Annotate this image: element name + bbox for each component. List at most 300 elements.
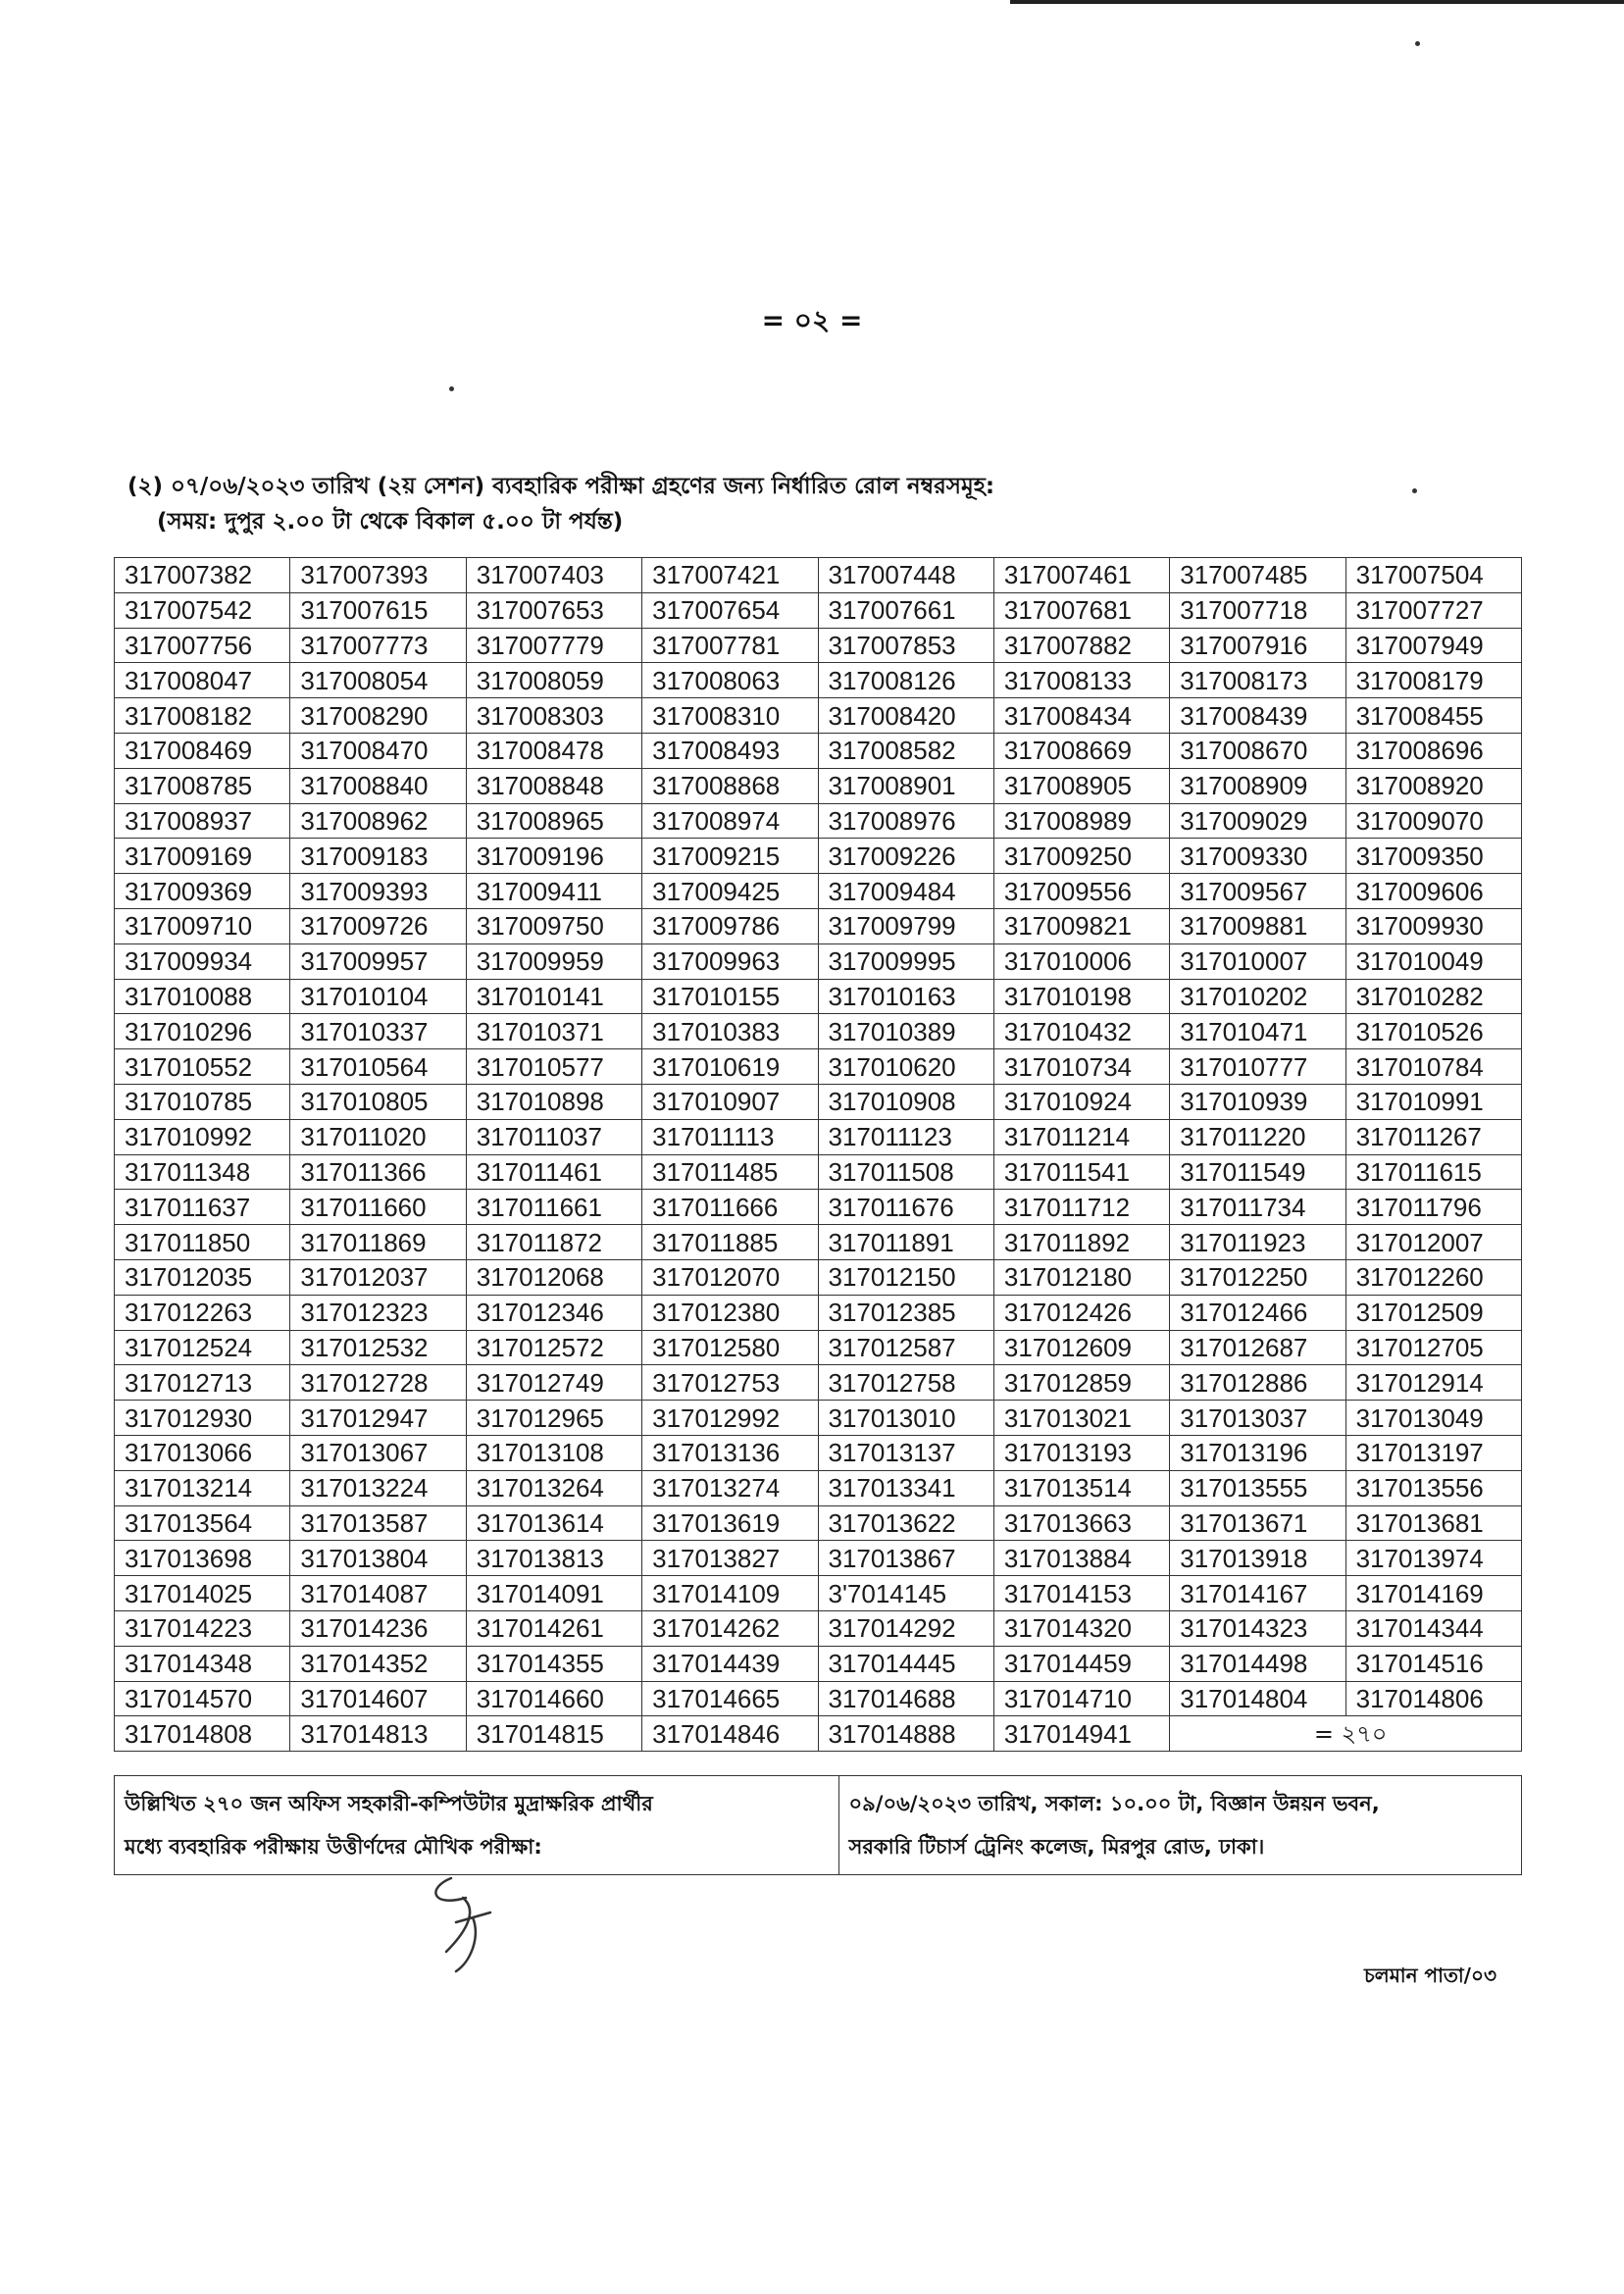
roll-number-cell: 317007882 <box>993 628 1169 663</box>
roll-number-cell: 317011615 <box>1345 1154 1521 1190</box>
roll-number-cell: 317007485 <box>1170 558 1345 593</box>
roll-number-cell: 317013108 <box>466 1435 641 1470</box>
roll-number-cell: 317010805 <box>290 1084 466 1119</box>
roll-number-cell: 317013827 <box>642 1541 818 1576</box>
roll-number-cell: 317012037 <box>290 1259 466 1295</box>
roll-number-cell: 317010924 <box>993 1084 1169 1119</box>
roll-number-cell: 317010907 <box>642 1084 818 1119</box>
roll-number-cell: 317007421 <box>642 558 818 593</box>
roll-number-cell: 317008420 <box>818 698 993 734</box>
roll-number-cell: 317009799 <box>818 908 993 943</box>
roll-number-cell: 317012886 <box>1170 1365 1345 1401</box>
roll-number-cell: 317007461 <box>993 558 1169 593</box>
roll-number-cell: 317012068 <box>466 1259 641 1295</box>
roll-number-cell: 317014344 <box>1345 1610 1521 1646</box>
roll-number-cell: 317010432 <box>993 1014 1169 1049</box>
roll-number-cell: 317013681 <box>1345 1505 1521 1541</box>
roll-number-cell: 317007779 <box>466 628 641 663</box>
roll-number-cell: 317010383 <box>642 1014 818 1049</box>
roll-number-cell: 317013804 <box>290 1541 466 1576</box>
roll-number-cell: 317014355 <box>466 1646 641 1681</box>
roll-number-cell: 317013556 <box>1345 1470 1521 1505</box>
roll-number-cell: 317013564 <box>115 1505 290 1541</box>
table-row <box>115 839 1522 874</box>
roll-number-cell: 317010939 <box>1170 1084 1345 1119</box>
roll-number-cell: 317012509 <box>1345 1295 1521 1330</box>
roll-number-cell: 317010908 <box>818 1084 993 1119</box>
roll-number-cell: 317011348 <box>115 1154 290 1190</box>
roll-number-cell: 317013193 <box>993 1435 1169 1470</box>
roll-number-cell: 317012346 <box>466 1295 641 1330</box>
roll-number-cell: 317014169 <box>1345 1576 1521 1611</box>
roll-number-cell: 317010564 <box>290 1049 466 1085</box>
roll-number-cell: 317009930 <box>1345 908 1521 943</box>
roll-number-cell: 317010991 <box>1345 1084 1521 1119</box>
roll-number-cell: 317014348 <box>115 1646 290 1681</box>
roll-number-cell: 317008455 <box>1345 698 1521 734</box>
roll-number-cell: 317012587 <box>818 1330 993 1365</box>
roll-number-cell: 317009029 <box>1170 803 1345 839</box>
table-row <box>115 1014 1522 1049</box>
roll-number-cell: 317011923 <box>1170 1225 1345 1260</box>
table-row <box>115 1049 1522 1085</box>
roll-number-cell: 317011485 <box>642 1154 818 1190</box>
viva-candidates-cell <box>115 1776 839 1875</box>
roll-number-cell: 317008976 <box>818 803 993 839</box>
roll-number-cell: 317012713 <box>115 1365 290 1401</box>
roll-number-cell: 317008063 <box>642 663 818 698</box>
table-row <box>115 1295 1522 1330</box>
roll-number-cell: 317010734 <box>993 1049 1169 1085</box>
table-row <box>115 1610 1522 1646</box>
roll-number-cell: 317007756 <box>115 628 290 663</box>
roll-number-cell: 317010337 <box>290 1014 466 1049</box>
roll-number-cell: 317014025 <box>115 1576 290 1611</box>
roll-number-cell: 317008054 <box>290 663 466 698</box>
table-row <box>115 874 1522 909</box>
roll-number-cell: 317009995 <box>818 943 993 979</box>
roll-number-cell: 317014459 <box>993 1646 1169 1681</box>
roll-number-cell: 317008310 <box>642 698 818 734</box>
roll-number-cell: 317012947 <box>290 1401 466 1436</box>
roll-number-cell: 317009226 <box>818 839 993 874</box>
roll-number-cell: 317008126 <box>818 663 993 698</box>
roll-number-cell: 317008493 <box>642 733 818 768</box>
roll-number-cell: 317010163 <box>818 979 993 1014</box>
roll-number-cell: 317011037 <box>466 1119 641 1154</box>
roll-number-cell: 317014292 <box>818 1610 993 1646</box>
roll-number-cell: 317011267 <box>1345 1119 1521 1154</box>
roll-number-cell: 317014153 <box>993 1576 1169 1611</box>
table-row <box>115 1365 1522 1401</box>
roll-number-cell: 317008303 <box>466 698 641 734</box>
table-row <box>115 1470 1522 1505</box>
roll-number-cell: 317008173 <box>1170 663 1345 698</box>
roll-number-cell: 317013619 <box>642 1505 818 1541</box>
roll-number-cell: 317009393 <box>290 874 466 909</box>
roll-number-cell: 317009556 <box>993 874 1169 909</box>
roll-number-cell: 317009484 <box>818 874 993 909</box>
roll-number-cell: 317012385 <box>818 1295 993 1330</box>
roll-number-cell: 317010526 <box>1345 1014 1521 1049</box>
roll-number-cell: 317007403 <box>466 558 641 593</box>
roll-number-cell: 317009330 <box>1170 839 1345 874</box>
roll-number-cell: 317013049 <box>1345 1401 1521 1436</box>
roll-number-cell: 317014091 <box>466 1576 641 1611</box>
roll-number-cell: 317014262 <box>642 1610 818 1646</box>
table-row <box>115 1259 1522 1295</box>
roll-number-cell: 317013136 <box>642 1435 818 1470</box>
roll-number-cell: 317009750 <box>466 908 641 943</box>
roll-number-cell: 317007727 <box>1345 592 1521 628</box>
roll-number-cell: 317012728 <box>290 1365 466 1401</box>
roll-number-cell: 317014710 <box>993 1681 1169 1716</box>
roll-number-cell: 317009250 <box>993 839 1169 874</box>
roll-number-cell: 317012007 <box>1345 1225 1521 1260</box>
roll-number-cell: 317012035 <box>115 1259 290 1295</box>
roll-number-cell: 317013622 <box>818 1505 993 1541</box>
roll-number-cell: 317013066 <box>115 1435 290 1470</box>
roll-number-cell: 317008909 <box>1170 768 1345 803</box>
roll-number-cell: 317011891 <box>818 1225 993 1260</box>
roll-number-cell: 317014941 <box>993 1716 1169 1752</box>
roll-number-cell: 317007615 <box>290 592 466 628</box>
roll-number-cell: 317011541 <box>993 1154 1169 1190</box>
roll-number-cell: 317009726 <box>290 908 466 943</box>
roll-number-cell: 317011020 <box>290 1119 466 1154</box>
roll-number-cell: 317012260 <box>1345 1259 1521 1295</box>
roll-number-cell: 317014808 <box>115 1716 290 1752</box>
roll-number-cell: 317008989 <box>993 803 1169 839</box>
roll-number-cell: 317011885 <box>642 1225 818 1260</box>
roll-number-cell: 317007916 <box>1170 628 1345 663</box>
total-count: = ২৭০ <box>1170 1716 1522 1752</box>
roll-number-cell: 317008047 <box>115 663 290 698</box>
roll-number-cell: 317007949 <box>1345 628 1521 663</box>
page-number: = ০২ = <box>761 304 863 336</box>
table-row <box>115 698 1522 734</box>
table-row <box>115 1225 1522 1260</box>
roll-number-cell: 317014439 <box>642 1646 818 1681</box>
roll-number-cell: 317009567 <box>1170 874 1345 909</box>
table-row <box>115 1576 1522 1611</box>
roll-number-cell: 317008868 <box>642 768 818 803</box>
roll-number-cell: 317007661 <box>818 592 993 628</box>
roll-number-cell: 317012466 <box>1170 1295 1345 1330</box>
roll-number-cell: 317007681 <box>993 592 1169 628</box>
table-row <box>115 1401 1522 1436</box>
roll-number-cell: 317009881 <box>1170 908 1345 943</box>
roll-number-cell: 317013555 <box>1170 1470 1345 1505</box>
roll-number-cell: 317008848 <box>466 768 641 803</box>
table-row <box>115 1681 1522 1716</box>
roll-number-cell: 317009350 <box>1345 839 1521 874</box>
roll-number-cell: 317010620 <box>818 1049 993 1085</box>
roll-number-cell: 317010141 <box>466 979 641 1014</box>
roll-number-cell: 317012323 <box>290 1295 466 1330</box>
roll-number-cell: 317009196 <box>466 839 641 874</box>
roll-number-cell: 317014570 <box>115 1681 290 1716</box>
roll-number-cell: 317014167 <box>1170 1576 1345 1611</box>
roll-number-cell: 317011366 <box>290 1154 466 1190</box>
roll-number-cell: 317011666 <box>642 1190 818 1225</box>
roll-number-cell: 317014498 <box>1170 1646 1345 1681</box>
roll-number-cell: 317011637 <box>115 1190 290 1225</box>
roll-number-cell: 317014516 <box>1345 1646 1521 1681</box>
roll-number-cell: 317008469 <box>115 733 290 768</box>
table-row <box>115 1435 1522 1470</box>
roll-number-cell: 317008696 <box>1345 733 1521 768</box>
roll-number-cell: 317010282 <box>1345 979 1521 1014</box>
table-row <box>115 1154 1522 1190</box>
table-row <box>115 1716 1522 1752</box>
roll-number-cell: 317011123 <box>818 1119 993 1154</box>
roll-number-cell: 317008434 <box>993 698 1169 734</box>
roll-number-cell: 317008974 <box>642 803 818 839</box>
roll-number-cell: 317010296 <box>115 1014 290 1049</box>
roll-number-cell: 317010006 <box>993 943 1169 979</box>
roll-number-cell: 317013884 <box>993 1541 1169 1576</box>
roll-number-cell: 317014660 <box>466 1681 641 1716</box>
roll-number-cell: 317012609 <box>993 1330 1169 1365</box>
roll-number-cell: 317009957 <box>290 943 466 979</box>
table-row <box>115 1330 1522 1365</box>
viva-schedule-cell <box>838 1776 1522 1875</box>
table-row <box>115 908 1522 943</box>
roll-number-cell: 317007773 <box>290 628 466 663</box>
roll-number-cell: 317011549 <box>1170 1154 1345 1190</box>
roll-number-cell: 317013067 <box>290 1435 466 1470</box>
roll-number-cell: 317008179 <box>1345 663 1521 698</box>
table-row <box>115 663 1522 698</box>
roll-number-cell: 317008182 <box>115 698 290 734</box>
roll-number-cell: 317012426 <box>993 1295 1169 1330</box>
roll-number-cell: 317009821 <box>993 908 1169 943</box>
roll-number-cell: 317008901 <box>818 768 993 803</box>
roll-number-cell: 317013274 <box>642 1470 818 1505</box>
roll-number-cell: 317011850 <box>115 1225 290 1260</box>
roll-number-cell: 317012930 <box>115 1401 290 1436</box>
roll-number-cell: 317007654 <box>642 592 818 628</box>
roll-number-cell: 317008920 <box>1345 768 1521 803</box>
roll-number-cell: 317009934 <box>115 943 290 979</box>
roll-number-cell: 317014320 <box>993 1610 1169 1646</box>
roll-number-cell: 317014352 <box>290 1646 466 1681</box>
roll-number-cell: 317009070 <box>1345 803 1521 839</box>
roll-number-cell: 317010577 <box>466 1049 641 1085</box>
roll-number-cell: 317007653 <box>466 592 641 628</box>
roll-number-cell: 317013698 <box>115 1541 290 1576</box>
roll-number-cell: 317010784 <box>1345 1049 1521 1085</box>
roll-number-cell: 317008962 <box>290 803 466 839</box>
roll-number-cell: 317013671 <box>1170 1505 1345 1541</box>
roll-number-cell: 317013010 <box>818 1401 993 1436</box>
table-row <box>115 1084 1522 1119</box>
roll-number-cell: 317013918 <box>1170 1541 1345 1576</box>
roll-number-cell: 317014846 <box>642 1716 818 1752</box>
viva-schedule-line-2: সরকারি টিচার্স ট্রেনিং কলেজ, মিরপুর রোড, ঢাকা। <box>848 1835 1265 1859</box>
table-row <box>115 979 1522 1014</box>
roll-number-cell: 317011461 <box>466 1154 641 1190</box>
roll-number-cell: 317013341 <box>818 1470 993 1505</box>
roll-number-cell: 317012753 <box>642 1365 818 1401</box>
roll-number-cell: 317013021 <box>993 1401 1169 1436</box>
roll-number-cell: 317013514 <box>993 1470 1169 1505</box>
roll-number-cell: 317011508 <box>818 1154 993 1190</box>
roll-number-cell: 317008133 <box>993 663 1169 698</box>
roll-number-cell: 317007448 <box>818 558 993 593</box>
roll-number-cell: 317014323 <box>1170 1610 1345 1646</box>
roll-number-cell: 317012532 <box>290 1330 466 1365</box>
roll-number-cell: 317014665 <box>642 1681 818 1716</box>
scan-speck <box>1412 488 1417 493</box>
roll-number-cell: 317011796 <box>1345 1190 1521 1225</box>
roll-number-cell: 317014109 <box>642 1576 818 1611</box>
roll-number-cell: 317011734 <box>1170 1190 1345 1225</box>
roll-number-cell: 317014087 <box>290 1576 466 1611</box>
roll-number-cell: 317009183 <box>290 839 466 874</box>
roll-number-cell: 317008059 <box>466 663 641 698</box>
roll-number-cell: 317014261 <box>466 1610 641 1646</box>
table-row <box>115 733 1522 768</box>
roll-number-cell: 317010389 <box>818 1014 993 1049</box>
section-heading <box>127 469 994 539</box>
roll-number-cell: 317011661 <box>466 1190 641 1225</box>
roll-number-cell: 317010992 <box>115 1119 290 1154</box>
roll-number-cell: 317014804 <box>1170 1681 1345 1716</box>
roll-number-cell: 317011676 <box>818 1190 993 1225</box>
roll-number-cell: 317013614 <box>466 1505 641 1541</box>
roll-number-cell: 317013587 <box>290 1505 466 1541</box>
roll-number-cell: 317010777 <box>1170 1049 1345 1085</box>
roll-number-cell: 317013264 <box>466 1470 641 1505</box>
roll-number-cell: 317007504 <box>1345 558 1521 593</box>
roll-number-cell: 317008470 <box>290 733 466 768</box>
roll-number-cell: 317012180 <box>993 1259 1169 1295</box>
roll-number-cell: 317008670 <box>1170 733 1345 768</box>
roll-number-cell: 317009786 <box>642 908 818 943</box>
roll-number-cell: 317007853 <box>818 628 993 663</box>
roll-number-cell: 317008965 <box>466 803 641 839</box>
roll-number-cell: 317010155 <box>642 979 818 1014</box>
roll-number-cell: 317010198 <box>993 979 1169 1014</box>
roll-number-cell: 317010471 <box>1170 1014 1345 1049</box>
table-row <box>115 592 1522 628</box>
roll-number-cell: 317009425 <box>642 874 818 909</box>
table-row <box>115 803 1522 839</box>
roll-number-cell: 317010552 <box>115 1049 290 1085</box>
roll-number-cell: 317014223 <box>115 1610 290 1646</box>
viva-candidates-line-2: মধ্যে ব্যবহারিক পরীক্ষায় উত্তীর্ণদের মৌখিক পরীক্ষা: <box>125 1835 542 1859</box>
roll-number-cell: 317011220 <box>1170 1119 1345 1154</box>
roll-number-cell: 317012749 <box>466 1365 641 1401</box>
continued-page-note: চলমান পাতা/০৩ <box>1364 1963 1497 1987</box>
roll-number-cell: 317013037 <box>1170 1401 1345 1436</box>
roll-number-cell: 3'7014145 <box>818 1576 993 1611</box>
roll-number-cell: 317011660 <box>290 1190 466 1225</box>
roll-number-cell: 317009710 <box>115 908 290 943</box>
roll-number-cell: 317010371 <box>466 1014 641 1049</box>
heading-line-2: (সময়: দুপুর ২.০০ টা থেকে বিকাল ৫.০০ টা পর্যন্ত) <box>157 509 624 535</box>
roll-number-cell: 317013196 <box>1170 1435 1345 1470</box>
table-row <box>115 628 1522 663</box>
roll-number-cell: 317014813 <box>290 1716 466 1752</box>
roll-number-cell: 317011712 <box>993 1190 1169 1225</box>
roll-number-cell: 317013867 <box>818 1541 993 1576</box>
viva-schedule-line-1: ০৯/০৬/২০২৩ তারিখ, সকাল: ১০.০০ টা, বিজ্ঞান উন্নয়ন ভবন, <box>848 1792 1380 1815</box>
roll-number-cell: 317008840 <box>290 768 466 803</box>
roll-number-cell: 317010104 <box>290 979 466 1014</box>
roll-number-table <box>114 557 1522 1752</box>
roll-number-cell: 317013224 <box>290 1470 466 1505</box>
roll-number-cell: 317007542 <box>115 592 290 628</box>
roll-number-cell: 317010049 <box>1345 943 1521 979</box>
roll-number-cell: 317014688 <box>818 1681 993 1716</box>
roll-number-cell: 317011872 <box>466 1225 641 1260</box>
roll-number-cell: 317008669 <box>993 733 1169 768</box>
roll-number-cell: 317012250 <box>1170 1259 1345 1295</box>
roll-number-cell: 317012263 <box>115 1295 290 1330</box>
roll-number-cell: 317012572 <box>466 1330 641 1365</box>
roll-number-cell: 317013197 <box>1345 1435 1521 1470</box>
top-rule <box>1010 0 1624 4</box>
roll-number-cell: 317010088 <box>115 979 290 1014</box>
roll-number-cell: 317009369 <box>115 874 290 909</box>
roll-number-cell: 317012580 <box>642 1330 818 1365</box>
roll-number-cell: 317014607 <box>290 1681 466 1716</box>
roll-number-cell: 317009215 <box>642 839 818 874</box>
roll-number-cell: 317011113 <box>642 1119 818 1154</box>
roll-number-cell: 317009606 <box>1345 874 1521 909</box>
roll-number-cell: 317007382 <box>115 558 290 593</box>
table-row <box>115 1505 1522 1541</box>
viva-candidates-line-1: উল্লিখিত ২৭০ জন অফিস সহকারী-কম্পিউটার মুদ্রাক্ষরিক প্রার্থীর <box>125 1792 653 1815</box>
table-row <box>115 1190 1522 1225</box>
roll-number-cell: 317013214 <box>115 1470 290 1505</box>
table-row <box>115 768 1522 803</box>
roll-number-cell: 317009963 <box>642 943 818 979</box>
roll-number-cell: 317010898 <box>466 1084 641 1119</box>
roll-number-cell: 317010619 <box>642 1049 818 1085</box>
roll-number-cell: 317009959 <box>466 943 641 979</box>
roll-number-cell: 317009411 <box>466 874 641 909</box>
roll-number-cell: 317008937 <box>115 803 290 839</box>
roll-number-cell: 317013974 <box>1345 1541 1521 1576</box>
roll-number-cell: 317008478 <box>466 733 641 768</box>
roll-number-cell: 317012914 <box>1345 1365 1521 1401</box>
heading-line-1: (২) ০৭/০৬/২০২৩ তারিখ (২য় সেশন) ব্যবহারিক পরীক্ষা গ্রহণের জন্য নির্ধারিত রোল নম্বরসমূহ: <box>127 474 995 499</box>
roll-number-cell: 317008439 <box>1170 698 1345 734</box>
roll-number-cell: 317011892 <box>993 1225 1169 1260</box>
roll-number-cell: 317008905 <box>993 768 1169 803</box>
roll-number-cell: 317008785 <box>115 768 290 803</box>
roll-number-cell: 317014445 <box>818 1646 993 1681</box>
roll-number-cell: 317012380 <box>642 1295 818 1330</box>
roll-number-cell: 317012992 <box>642 1401 818 1436</box>
roll-number-cell: 317007393 <box>290 558 466 593</box>
roll-number-cell: 317010785 <box>115 1084 290 1119</box>
roll-number-cell: 317012965 <box>466 1401 641 1436</box>
roll-number-cell: 317012150 <box>818 1259 993 1295</box>
table-row <box>115 1541 1522 1576</box>
roll-number-cell: 317012705 <box>1345 1330 1521 1365</box>
roll-number-cell: 317010007 <box>1170 943 1345 979</box>
roll-number-cell: 317008290 <box>290 698 466 734</box>
roll-number-cell: 317011869 <box>290 1225 466 1260</box>
roll-number-cell: 317014815 <box>466 1716 641 1752</box>
roll-number-cell: 317012070 <box>642 1259 818 1295</box>
roll-number-cell: 317012687 <box>1170 1330 1345 1365</box>
